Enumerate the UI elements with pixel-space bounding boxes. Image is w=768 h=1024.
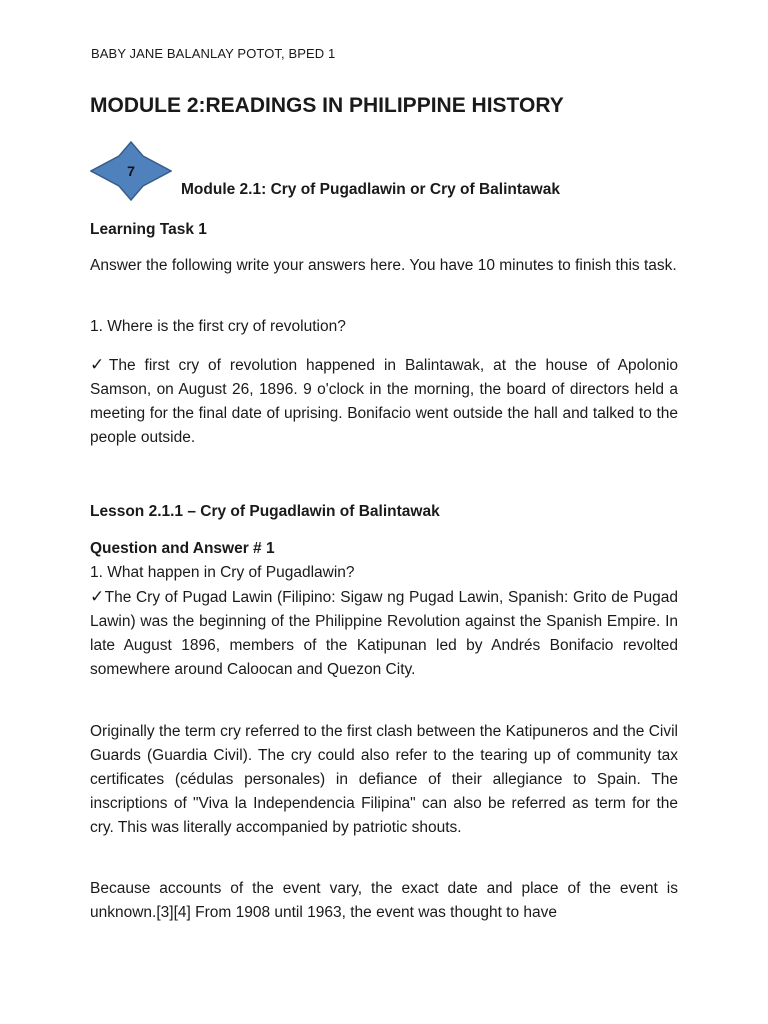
- module-number-badge: [90, 141, 172, 201]
- lesson-heading: Lesson 2.1.1 – Cry of Pugadlawin of Balintawak: [90, 503, 440, 520]
- submodule-title: Module 2.1: Cry of Pugadlawin or Cry of Balintawak: [181, 181, 560, 198]
- lesson-answer-text: The Cry of Pugad Lawin (Filipino: Sigaw ng Pugad Lawin, Spanish: Grito de Pugad Lawin) was the beginning of the Philippine Revolution against the Spanish Empire. In late August 1896, members of the Katipunan led by Andrés Bonifacio revolted somewhere around Caloocan and Quezon City.: [90, 589, 678, 678]
- lesson-answer: [90, 585, 678, 682]
- lesson-question: 1. What happen in Cry of Pugadlawin?: [90, 564, 355, 581]
- qa-heading: Question and Answer # 1: [90, 540, 275, 557]
- learning-task-answer-text: The first cry of revolution happened in Balintawak, at the house of Apolonio Samson, on August 26, 1896. 9 o'clock in the morning, the board of directors held a meeting for the final date of uprising. Bonifacio went outside the hall and talked to the people outside.: [90, 357, 679, 446]
- badge-number: 7: [127, 163, 135, 179]
- module-title: MODULE 2:READINGS IN PHILIPPINE HISTORY: [90, 94, 564, 117]
- learning-task-heading: Learning Task 1: [90, 221, 207, 238]
- learning-task-instructions: Answer the following write your answers here. You have 10 minutes to finish this task.: [90, 257, 677, 274]
- check-mark-icon: ✓: [90, 355, 109, 374]
- learning-task-answer: [90, 353, 678, 450]
- author-line: BABY JANE BALANLAY POTOT, BPED 1: [91, 46, 336, 61]
- lesson-paragraph-2: Originally the term cry referred to the first clash between the Katipuneros and the Civil Guards (Guardia Civil). The cry could also refer to the tearing up of community tax certificates (cédulas personales) in defiance of their allegiance to Spain. The inscriptions of "Viva la Independencia Filipina" can also be referred as term for the cry. This was literally accompanied by patriotic shouts.: [90, 723, 678, 836]
- lesson-paragraph-3: Because accounts of the event vary, the exact date and place of the event is unknown.[3][4] From 1908 until 1963, the event was thought to have: [90, 880, 678, 921]
- check-mark-icon: ✓: [90, 587, 105, 606]
- learning-task-question: 1. Where is the first cry of revolution?: [90, 318, 346, 335]
